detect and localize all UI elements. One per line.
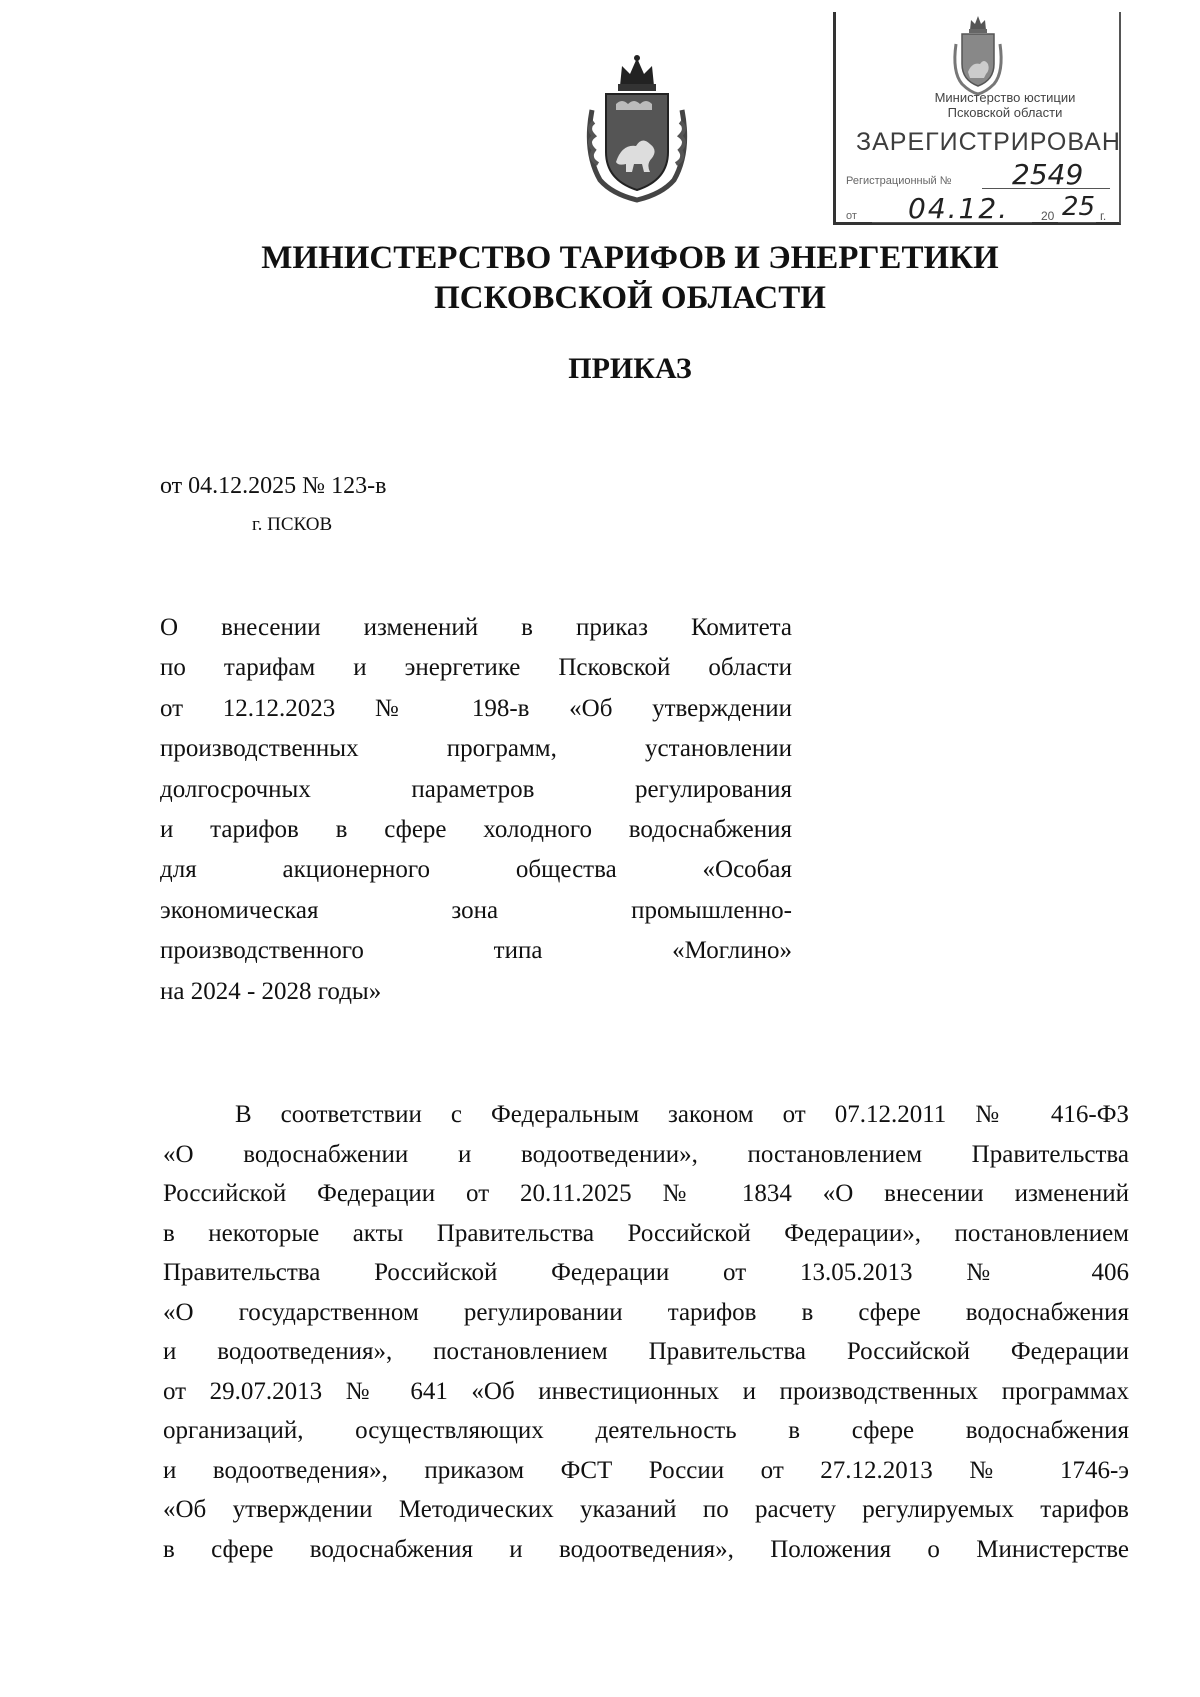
stamp-reg-number-label: Регистрационный №: [846, 175, 952, 187]
stamp-title: ЗАРЕГИСТРИРОВАН: [856, 128, 1121, 156]
stamp-ministry-line: Псковской области: [947, 105, 1063, 120]
stamp-year-line: [1058, 222, 1096, 223]
subject-line: долгосрочных параметров регулирования: [160, 775, 792, 803]
subject-line: для акционерного общества «Особая: [160, 856, 792, 884]
body-line: В соответствии с Федеральным законом от 07.12.2011 № 416-ФЗ: [235, 1101, 1129, 1128]
ministry-title: [160, 238, 1100, 318]
stamp-year: 25: [1062, 192, 1096, 222]
subject-line: экономическая зона промышленно-: [160, 896, 792, 924]
ministry-title-line: ПСКОВСКОЙ ОБЛАСТИ: [434, 280, 826, 316]
stamp-from-label: от: [846, 210, 857, 222]
document-type-heading: ПРИКАЗ: [568, 352, 692, 385]
registration-stamp: [833, 12, 1121, 225]
stamp-reg-number: 2549: [1012, 158, 1084, 191]
body-line: «О государственном регулировании тарифов в сфере водоснабжения: [163, 1298, 1129, 1326]
body-line: Российской Федерации от 20.11.2025 № 1834 «О внесении изменений: [163, 1180, 1129, 1207]
body-line: «О водоснабжении и водоотведении», постановлением Правительства: [163, 1140, 1129, 1168]
subject-line: по тарифам и энергетике Псковской области: [160, 654, 792, 682]
subject-line: производственных программ, установлении: [160, 735, 792, 763]
stamp-year-prefix: 20: [1041, 209, 1055, 223]
body-line: «Об утверждении Методических указаний по расчету регулируемых тарифов: [163, 1496, 1129, 1523]
stamp-ministry-line: Министерство юстиции: [934, 90, 1076, 105]
body-line: в сфере водоснабжения и водоотведения», Положения о Министерстве: [163, 1535, 1129, 1563]
order-city: г. ПСКОВ: [252, 514, 333, 535]
body-line: и водоотведения», постановлением Правительства Российской Федерации: [163, 1338, 1129, 1365]
stamp-coat-of-arms-emblem: [948, 14, 1008, 98]
subject-line: и тарифов в сфере холодного водоснабжения: [160, 816, 792, 844]
order-subject: [160, 608, 792, 1012]
stamp-ministry-name: [896, 90, 1114, 120]
body-line: Правительства Российской Федерации от 13.05.2013 № 406: [163, 1259, 1129, 1286]
subject-line: О внесении изменений в приказ Комитета: [160, 614, 792, 641]
subject-line: на 2024 - 2028 годы»: [160, 977, 382, 1005]
body-line: организаций, осуществляющих деятельность в сфере водоснабжения: [163, 1417, 1129, 1444]
subject-line: от 12.12.2023 № 198-в «Об утверждении: [160, 694, 792, 722]
body-line: и водоотведения», приказом ФСТ России от 27.12.2013 № 1746-э: [163, 1456, 1129, 1484]
ministry-title-line: МИНИСТЕРСТВО ТАРИФОВ И ЭНЕРГЕТИКИ: [261, 240, 999, 276]
body-line: от 29.07.2013 № 641 «Об инвестиционных и производственных программах: [163, 1377, 1129, 1405]
order-body: [163, 1095, 1129, 1569]
order-date-number: от 04.12.2025 № 123-в: [160, 473, 387, 499]
subject-line: производственного типа «Моглино»: [160, 937, 792, 965]
coat-of-arms-emblem: [582, 52, 692, 204]
stamp-date: 04.12.: [908, 192, 1010, 225]
stamp-year-suffix: г.: [1100, 209, 1107, 223]
body-line: в некоторые акты Правительства Российской Федерации», постановлением: [163, 1219, 1129, 1247]
